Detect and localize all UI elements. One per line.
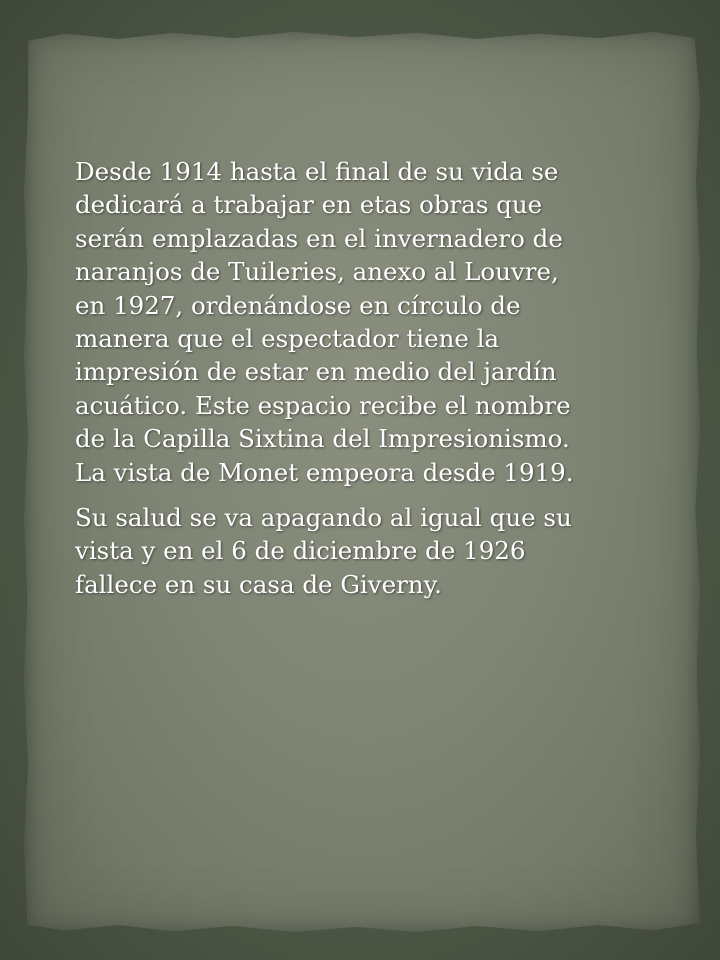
text-line: dedicará a trabajar en etas obras que [75,190,543,220]
text-line: de la Capilla Sixtina del Impresionismo. [75,424,570,454]
text-line: naranjos de Tuileries, anexo al Louvre, [75,257,559,287]
text-line: Su salud se va apagando al igual que su [75,503,572,533]
paragraph-1 [75,155,675,489]
text-line: en 1927, ordenándose en círculo de [75,290,521,320]
text-line: impresión de estar en medio del jardín [75,357,557,387]
slide-text [75,155,675,613]
text-line: vista y en el 6 de diciembre de 1926 [75,536,526,566]
paragraph-2 [75,501,675,601]
text-line: serán emplazadas en el invernadero de [75,223,563,253]
text-line: Desde 1914 hasta el final de su vida se [75,157,559,186]
text-line: manera que el espectador tiene la [75,324,500,354]
text-line: La vista de Monet empeora desde 1919. [75,457,574,487]
text-line: acuático. Este espacio recibe el nombre [75,390,571,420]
text-line: fallece en su casa de Giverny. [75,569,442,599]
